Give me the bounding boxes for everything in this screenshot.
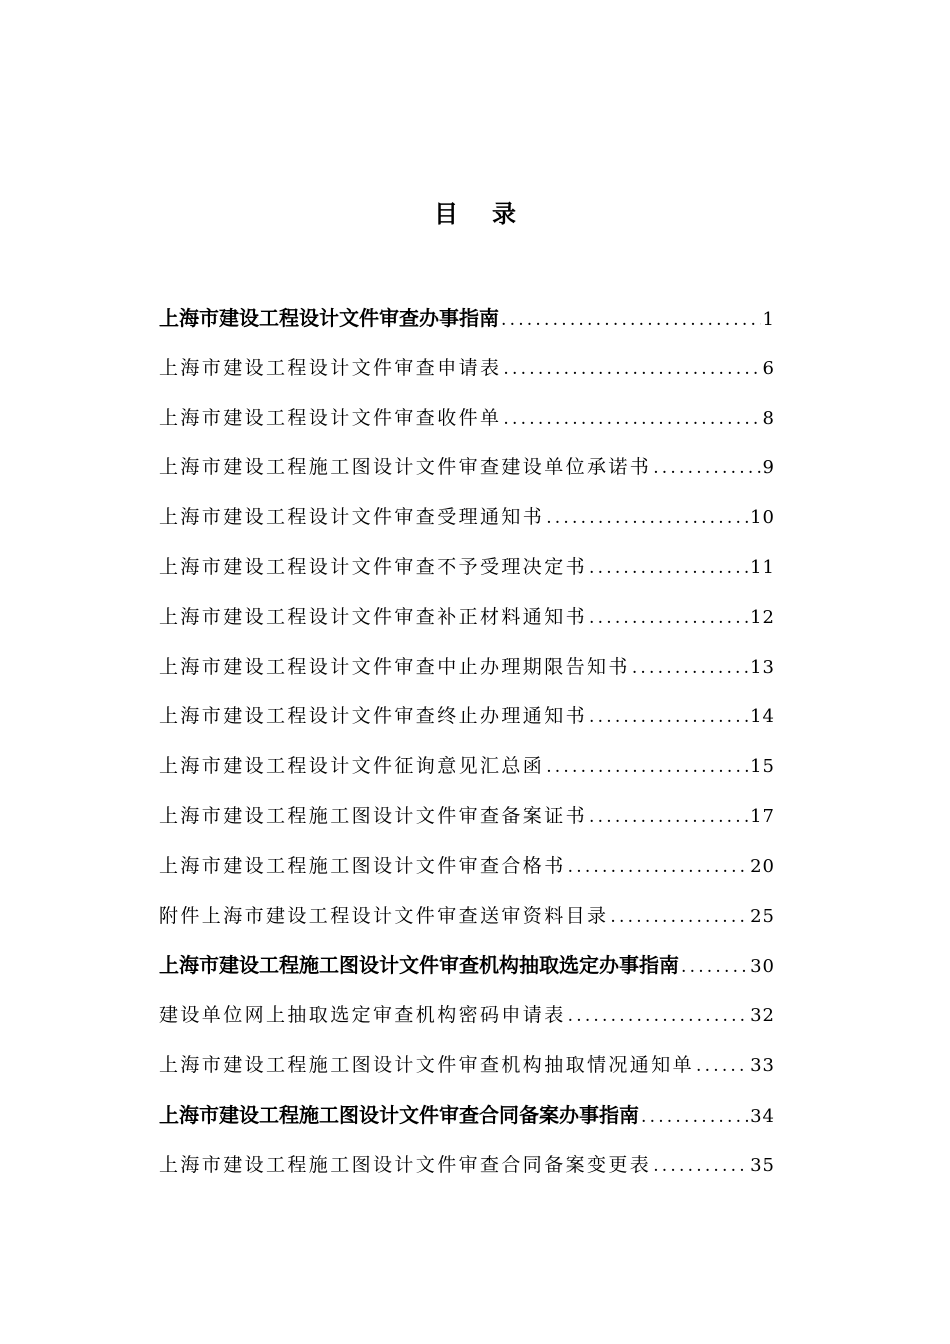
toc-entry[interactable] bbox=[159, 649, 775, 699]
toc-entry-title: 上海市建设工程设计文件审查不予受理决定书 bbox=[159, 555, 588, 578]
toc-page-number: 34 bbox=[750, 1105, 775, 1127]
toc-dot-leader bbox=[632, 650, 748, 686]
toc-page-number: 12 bbox=[750, 606, 775, 628]
toc-entry[interactable] bbox=[159, 1047, 775, 1097]
toc-entry-title: 上海市建设工程施工图设计文件审查机构抽取选定办事指南 bbox=[159, 953, 679, 978]
toc-entry[interactable] bbox=[159, 1147, 775, 1197]
toc-dot-leader bbox=[589, 799, 748, 835]
toc-page-number: 25 bbox=[750, 905, 775, 927]
toc-entry-title: 附件上海市建设工程设计文件审查送审资料目录 bbox=[159, 904, 609, 927]
toc-page-number: 13 bbox=[750, 656, 775, 678]
toc-page-number: 14 bbox=[750, 706, 775, 728]
toc-dot-leader bbox=[681, 949, 748, 985]
toc-page-number: 17 bbox=[750, 805, 775, 827]
toc-entry[interactable] bbox=[159, 449, 775, 499]
toc-dot-leader bbox=[503, 351, 760, 387]
toc-entry-title: 建设单位网上抽取选定审查机构密码申请表 bbox=[159, 1004, 566, 1027]
toc-entry[interactable] bbox=[159, 898, 775, 948]
toc-entry-title: 上海市建设工程设计文件审查中止办理期限告知书 bbox=[159, 655, 630, 678]
toc-entry-title: 上海市建设工程设计文件审查受理通知书 bbox=[159, 506, 545, 529]
toc-entry[interactable] bbox=[159, 698, 775, 748]
toc-page-number: 33 bbox=[750, 1054, 775, 1076]
table-of-contents bbox=[159, 300, 775, 1196]
toc-dot-leader bbox=[589, 600, 748, 636]
toc-dot-leader bbox=[589, 699, 748, 735]
toc-dot-leader bbox=[546, 749, 748, 785]
toc-page-number: 20 bbox=[750, 855, 775, 877]
toc-entry[interactable] bbox=[159, 748, 775, 798]
toc-entry[interactable] bbox=[159, 1097, 775, 1147]
toc-page-number: 8 bbox=[762, 407, 775, 429]
toc-page-number: 9 bbox=[762, 457, 775, 479]
toc-dot-leader bbox=[568, 849, 748, 885]
toc-entry-title: 上海市建设工程设计文件审查办事指南 bbox=[159, 306, 499, 330]
toc-entry-title: 上海市建设工程施工图设计文件审查备案证书 bbox=[159, 804, 588, 827]
toc-entry[interactable] bbox=[159, 350, 775, 400]
toc-entry[interactable] bbox=[159, 997, 775, 1047]
toc-entry[interactable] bbox=[159, 549, 775, 599]
toc-entry-title: 上海市建设工程施工图设计文件审查合同备案变更表 bbox=[159, 1153, 652, 1176]
toc-entry-title: 上海市建设工程设计文件征询意见汇总函 bbox=[159, 755, 545, 778]
toc-dot-leader bbox=[589, 550, 748, 586]
toc-dot-leader bbox=[653, 450, 760, 486]
toc-page-number: 30 bbox=[750, 956, 775, 978]
toc-page-number: 35 bbox=[750, 1154, 775, 1176]
toc-entry[interactable] bbox=[159, 947, 775, 997]
toc-page-number: 1 bbox=[762, 309, 775, 330]
toc-dot-leader bbox=[641, 1099, 748, 1135]
toc-entry-title: 上海市建设工程设计文件审查终止办理通知书 bbox=[159, 705, 588, 728]
toc-entry[interactable] bbox=[159, 499, 775, 549]
toc-heading: 目录 bbox=[434, 199, 550, 228]
toc-dot-leader bbox=[503, 401, 760, 437]
toc-page-number: 11 bbox=[750, 556, 775, 578]
toc-entry-title: 上海市建设工程施工图设计文件审查机构抽取情况通知单 bbox=[159, 1053, 695, 1076]
toc-dot-leader bbox=[546, 500, 748, 536]
toc-entry[interactable] bbox=[159, 848, 775, 898]
toc-dot-leader bbox=[696, 1048, 748, 1084]
toc-dot-leader bbox=[610, 899, 748, 935]
toc-page-number: 6 bbox=[762, 357, 775, 379]
toc-entry[interactable] bbox=[159, 798, 775, 848]
toc-entry[interactable] bbox=[159, 400, 775, 450]
toc-page-number: 32 bbox=[750, 1005, 775, 1027]
toc-entry[interactable] bbox=[159, 300, 775, 350]
toc-entry-title: 上海市建设工程施工图设计文件审查合同备案办事指南 bbox=[159, 1102, 639, 1127]
toc-page-number: 10 bbox=[750, 507, 775, 529]
toc-entry-title: 上海市建设工程设计文件审查补正材料通知书 bbox=[159, 605, 588, 628]
toc-dot-leader bbox=[653, 1148, 748, 1184]
toc-entry-title: 上海市建设工程施工图设计文件审查建设单位承诺书 bbox=[159, 456, 652, 479]
toc-dot-leader bbox=[568, 998, 748, 1034]
toc-page-number: 15 bbox=[750, 756, 775, 778]
toc-entry[interactable] bbox=[159, 599, 775, 649]
toc-entry-title: 上海市建设工程施工图设计文件审查合格书 bbox=[159, 854, 566, 877]
toc-entry-title: 上海市建设工程设计文件审查申请表 bbox=[159, 356, 502, 379]
toc-entry-title: 上海市建设工程设计文件审查收件单 bbox=[159, 406, 502, 429]
toc-dot-leader bbox=[501, 302, 761, 338]
